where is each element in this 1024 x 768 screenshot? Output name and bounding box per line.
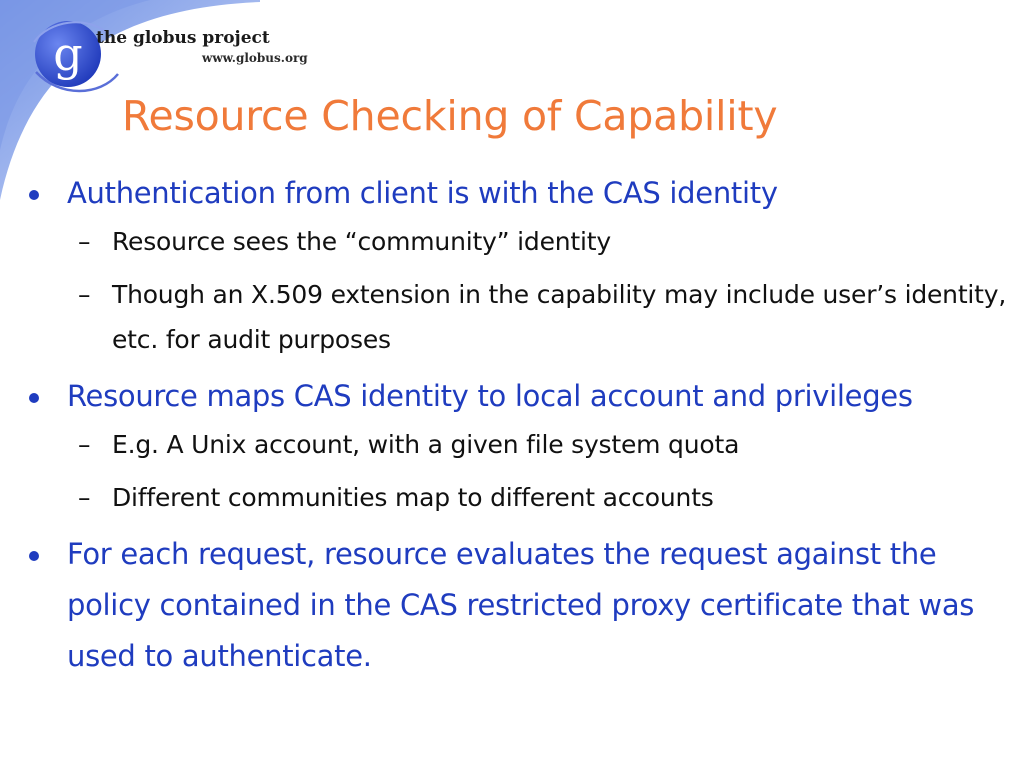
bullet-dot-icon bbox=[29, 551, 39, 561]
sub-list bbox=[26, 219, 1016, 362]
bullet-item bbox=[26, 371, 1016, 422]
logo-name-text: the globus project bbox=[96, 28, 270, 48]
sub-item-text: Resource sees the “community” identity bbox=[112, 227, 611, 256]
dash-marker: – bbox=[78, 280, 91, 309]
bullet-dot-icon bbox=[29, 393, 39, 403]
bullet-dot-icon bbox=[29, 190, 39, 200]
bullet-text: Authentication from client is with the CAS identity bbox=[67, 176, 778, 210]
logo-letter: g bbox=[53, 27, 83, 81]
sub-item bbox=[26, 422, 1016, 467]
sub-list bbox=[26, 422, 1016, 520]
bullet-text: For each request, resource evaluates the request against the policy contained in the CAS restricted proxy certificate that was used to authenticate. bbox=[67, 537, 975, 673]
bullet-text: Resource maps CAS identity to local account and privileges bbox=[67, 379, 913, 413]
sub-item-text: E.g. A Unix account, with a given file system quota bbox=[112, 430, 740, 459]
dash-marker: – bbox=[78, 227, 91, 256]
slide-title: Resource Checking of Capability bbox=[122, 92, 778, 140]
dash-marker: – bbox=[78, 430, 91, 459]
bullet-item bbox=[26, 529, 1016, 682]
bullet-item bbox=[26, 168, 1016, 219]
sub-item bbox=[26, 272, 1016, 362]
sub-item-text: Different communities map to different accounts bbox=[112, 483, 714, 512]
sub-item-text: Though an X.509 extension in the capability may include user’s identity, etc. for audit purposes bbox=[112, 280, 1007, 354]
sub-item bbox=[26, 219, 1016, 264]
logo-url-text: www.globus.org bbox=[202, 51, 308, 65]
sub-item bbox=[26, 475, 1016, 520]
dash-marker: – bbox=[78, 483, 91, 512]
slide-content bbox=[26, 168, 1016, 682]
